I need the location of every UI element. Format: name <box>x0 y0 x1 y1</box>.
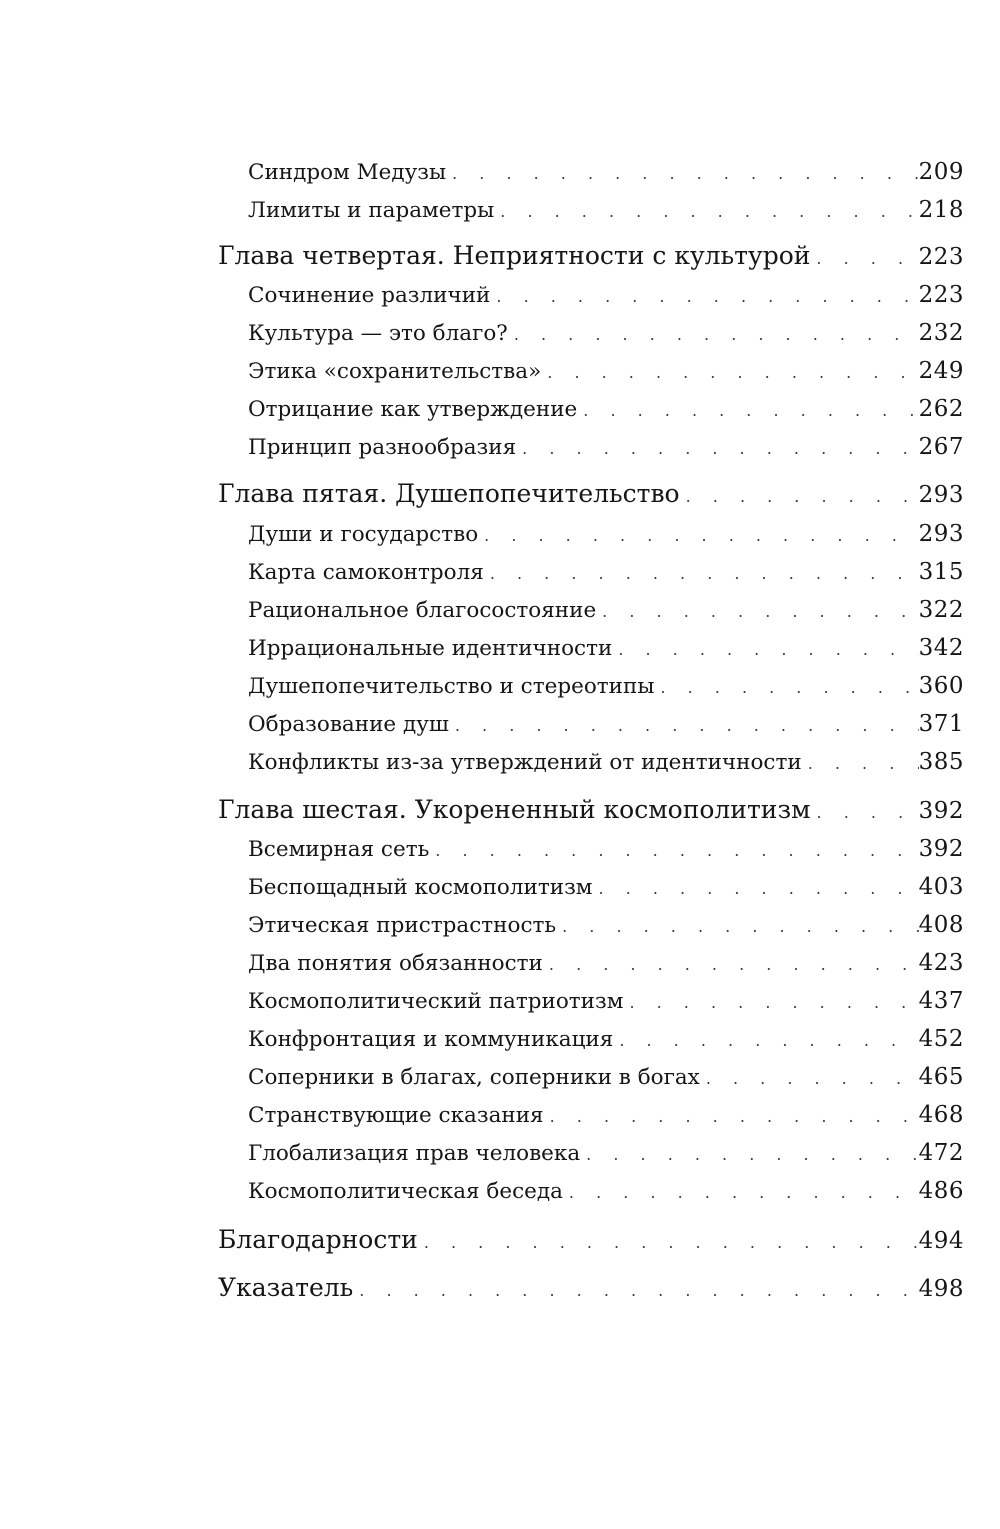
toc-entry-title: Глобализация прав человека <box>248 1141 581 1166</box>
toc-entry-title: Сочинение различий <box>248 283 491 308</box>
dot-leader <box>680 478 919 513</box>
toc-entry-world-network <box>248 833 964 865</box>
toc-entry-page: 385 <box>918 749 964 775</box>
dot-leader <box>593 872 919 905</box>
dot-leader <box>577 394 918 427</box>
toc-acknowledgements <box>218 1224 964 1256</box>
toc-entry-cosmopolitan-conversation <box>248 1175 964 1207</box>
toc-entry-title: Космополитическая беседа <box>248 1179 563 1204</box>
toc-entry-title: Два понятия обязанности <box>248 951 543 976</box>
toc-entry-page: 392 <box>918 798 964 824</box>
toc-entry-title: Благодарности <box>218 1225 418 1254</box>
toc-entry-page: 322 <box>918 597 964 623</box>
dot-leader <box>353 1272 918 1307</box>
dot-leader <box>811 794 919 829</box>
toc-entry-title: Беспощадный космополитизм <box>248 875 593 900</box>
dot-leader <box>516 432 918 465</box>
dot-leader <box>810 240 918 275</box>
toc-entry-page: 498 <box>918 1276 964 1302</box>
toc-entry-irrational-identities <box>248 632 964 664</box>
dot-leader <box>654 671 918 704</box>
toc-entry-title: Души и государство <box>248 522 479 547</box>
toc-entry-title: Душепопечительство и стереотипы <box>248 674 655 699</box>
toc-entry-limits <box>248 194 964 226</box>
toc-entry-identity-conflicts <box>248 746 964 778</box>
dot-leader <box>508 318 919 351</box>
dot-leader <box>449 709 919 742</box>
toc-entry-title: Глава шестая. Укорененный космополитизм <box>218 795 811 824</box>
toc-entry-rational-wellbeing <box>248 594 964 626</box>
toc-entry-page: 465 <box>918 1064 964 1090</box>
toc-entry-page: 472 <box>918 1140 964 1166</box>
toc-chapter-six <box>218 794 964 826</box>
toc-entry-page: 371 <box>918 711 964 737</box>
toc-entry-title: Лимиты и параметры <box>248 198 495 223</box>
dot-leader <box>494 195 918 228</box>
dot-leader <box>490 280 918 313</box>
toc-entry-title: Отрицание как утверждение <box>248 397 578 422</box>
toc-entry-page: 209 <box>918 159 964 185</box>
toc-entry-title: Культура — это благо? <box>248 321 508 346</box>
dot-leader <box>580 1138 918 1171</box>
toc-entry-title: Космополитический патриотизм <box>248 989 624 1014</box>
toc-entry-page: 315 <box>918 559 964 585</box>
toc-entry-page: 293 <box>918 482 964 508</box>
toc-entry-culture-good <box>248 317 964 349</box>
dot-leader <box>429 834 918 867</box>
dot-leader <box>543 948 919 981</box>
toc-entry-title: Конфронтация и коммуникация <box>248 1027 614 1052</box>
toc-entry-title: Глава пятая. Душепопечительство <box>218 479 680 508</box>
toc-entry-ethical-partiality <box>248 909 964 941</box>
toc-entry-title: Глава четвертая. Неприятности с культурой <box>218 241 811 270</box>
toc-entry-cosmopolitan-patriotism <box>248 985 964 1017</box>
toc-entry-title: Соперники в благах, соперники в богах <box>248 1065 700 1090</box>
toc-entry-soul-education <box>248 708 964 740</box>
toc-entry-title: Этика «сохранительства» <box>248 359 542 384</box>
toc-entry-title: Конфликты из-за утверждений от идентичности <box>248 750 802 775</box>
toc-entry-title: Иррациональные идентичности <box>248 636 613 661</box>
toc-entry-page: 494 <box>918 1228 964 1254</box>
dot-leader <box>623 986 918 1019</box>
dot-leader <box>700 1062 919 1095</box>
dot-leader <box>478 519 918 552</box>
toc-entry-negation <box>248 393 964 425</box>
toc-entry-two-obligations <box>248 947 964 979</box>
toc-entry-self-control-map <box>248 556 964 588</box>
toc-entry-page: 403 <box>918 874 964 900</box>
dot-leader <box>802 747 919 780</box>
toc-entry-title: Странствующие сказания <box>248 1103 544 1128</box>
toc-entry-title: Всемирная сеть <box>248 837 430 862</box>
dot-leader <box>563 1176 919 1209</box>
dot-leader <box>446 157 919 190</box>
toc-entry-title: Рациональное благосостояние <box>248 598 597 623</box>
toc-chapter-four <box>218 240 964 272</box>
toc-entry-page: 342 <box>918 635 964 661</box>
dot-leader <box>484 557 919 590</box>
toc-entry-page: 218 <box>918 197 964 223</box>
toc-entry-title: Этическая пристрастность <box>248 913 557 938</box>
toc-entry-wandering-tales <box>248 1099 964 1131</box>
toc-entry-stereotypes <box>248 670 964 702</box>
toc-entry-ruthless-cosmopolitanism <box>248 871 964 903</box>
toc-entry-differences <box>248 279 964 311</box>
toc-entry-page: 408 <box>918 912 964 938</box>
dot-leader <box>541 356 918 389</box>
toc-entry-title: Принцип разнообразия <box>248 435 517 460</box>
toc-entry-title: Образование душ <box>248 712 449 737</box>
toc-entry-medusa <box>248 156 964 188</box>
dot-leader <box>418 1224 919 1259</box>
toc-entry-rivals <box>248 1061 964 1093</box>
toc-entry-page: 392 <box>918 836 964 862</box>
toc-entry-souls-state <box>248 518 964 550</box>
toc-entry-page: 360 <box>918 673 964 699</box>
toc-entry-page: 437 <box>918 988 964 1014</box>
toc-entry-page: 486 <box>918 1178 964 1204</box>
dot-leader <box>544 1100 919 1133</box>
dot-leader <box>596 595 918 628</box>
toc-entry-preservation-ethics <box>248 355 964 387</box>
toc-entry-title: Карта самоконтроля <box>248 560 484 585</box>
toc-entry-page: 223 <box>918 244 964 270</box>
toc-entry-page: 423 <box>918 950 964 976</box>
toc-entry-page: 249 <box>918 358 964 384</box>
toc-entry-page: 468 <box>918 1102 964 1128</box>
toc-entry-confrontation <box>248 1023 964 1055</box>
toc-entry-page: 262 <box>918 396 964 422</box>
dot-leader <box>613 1024 918 1057</box>
toc-entry-title: Синдром Медузы <box>248 160 447 185</box>
dot-leader <box>556 910 918 943</box>
toc-entry-diversity <box>248 431 964 463</box>
toc-entry-title: Указатель <box>218 1273 354 1302</box>
dot-leader <box>612 633 918 666</box>
toc-entry-page: 223 <box>918 282 964 308</box>
toc-entry-page: 267 <box>918 434 964 460</box>
toc-index <box>218 1272 964 1304</box>
toc-entry-page: 232 <box>918 320 964 346</box>
toc-entry-page: 452 <box>918 1026 964 1052</box>
toc-entry-page: 293 <box>918 521 964 547</box>
toc-entry-human-rights <box>248 1137 964 1169</box>
toc-chapter-five <box>218 478 964 510</box>
